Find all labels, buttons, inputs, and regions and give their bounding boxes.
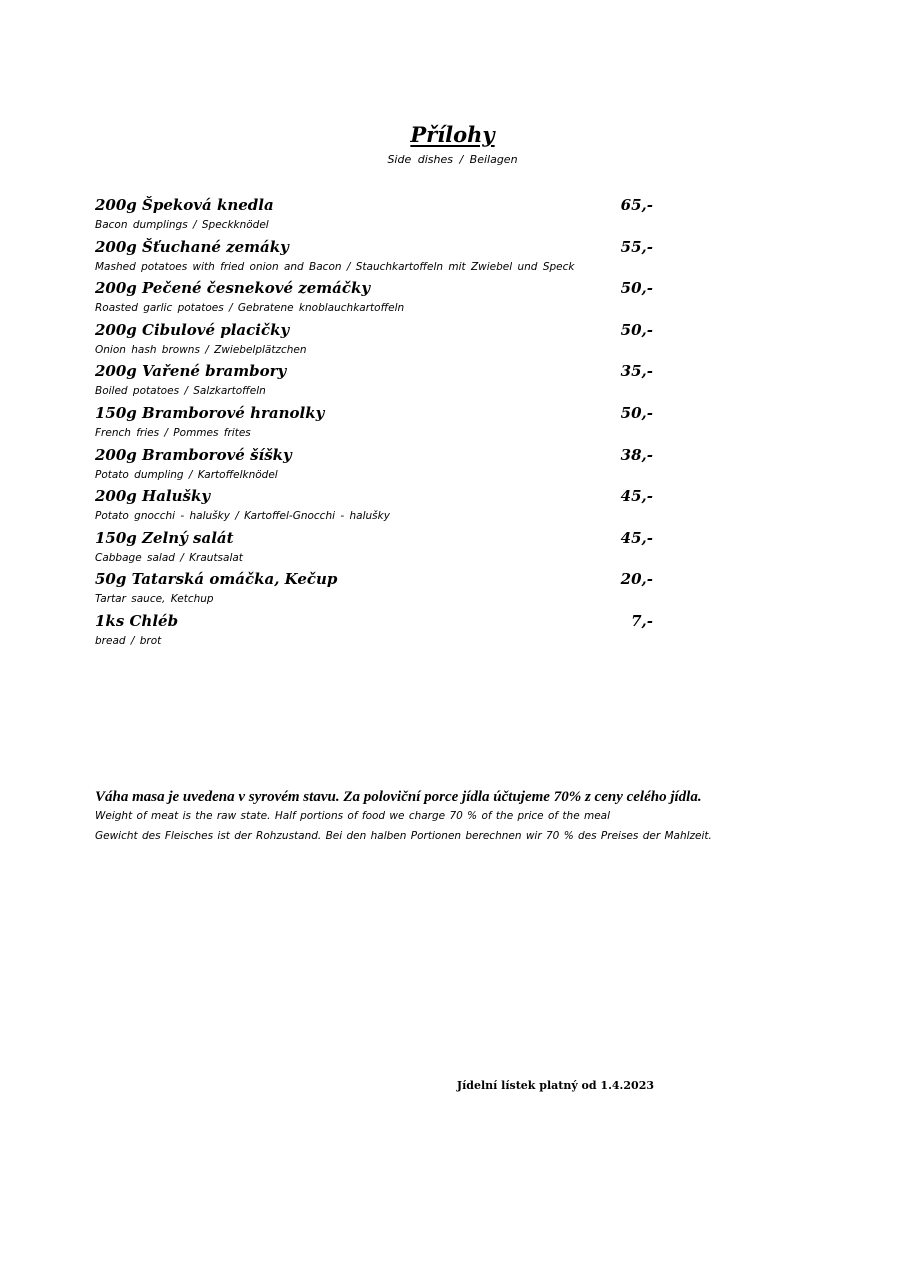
item-price: 45,- [620, 528, 653, 547]
note-english: Weight of meat is the raw state. Half portions of food we charge 70 % of the price of the meal [95, 810, 611, 822]
page-title: Přílohy [410, 122, 495, 147]
item-name: 200g Pečené česnekové zemáčky [95, 279, 371, 298]
item-price: 45,- [620, 487, 653, 506]
item-translation: Mashed potatoes with fried onion and Bacon / Stauchkartoffeln mit Zwiebel und Speck [95, 260, 575, 273]
item-name: 50g Tatarská omáčka, Kečup [95, 570, 338, 589]
note-german: Gewicht des Fleisches ist der Rohzustand. Bei den halben Portionen berechnen wir 70 % des Preises der Mahlzeit. [95, 830, 712, 842]
menu-item [95, 570, 655, 612]
item-name: 150g Bramborové hranolky [95, 403, 325, 422]
menu-item [95, 404, 655, 446]
menu-item [95, 321, 655, 363]
item-translation: Bacon dumplings / Speckknödel [95, 219, 269, 231]
menu-item [95, 196, 655, 238]
item-price: 50,- [620, 403, 653, 422]
item-translation: French fries / Pommes frites [95, 426, 251, 439]
page-subtitle: Side dishes / Beilagen [387, 153, 518, 166]
item-translation: Potato gnocchi - halušky / Kartoffel-Gnocchi - halušky [95, 510, 390, 523]
menu-item [95, 529, 655, 571]
item-name: 200g Bramborové šíšky [95, 445, 292, 464]
side-dish-list [95, 196, 655, 654]
item-price: 7,- [631, 611, 653, 630]
item-translation: bread / brot [95, 634, 162, 647]
item-price: 35,- [620, 362, 653, 381]
item-name: 200g Cibulové placičky [95, 320, 290, 339]
menu-item [95, 446, 655, 488]
menu-item [95, 238, 655, 280]
menu-item [95, 487, 655, 529]
item-name: 200g Šťuchané zemáky [95, 237, 289, 256]
item-name: 1ks Chléb [95, 611, 179, 630]
item-translation: Boiled potatoes / Salzkartoffeln [95, 385, 266, 398]
menu-item [95, 612, 655, 654]
item-translation: Onion hash browns / Zwiebelplätzchen [95, 343, 307, 356]
menu-item [95, 279, 655, 321]
menu-item [95, 362, 655, 404]
item-translation: Tartar sauce, Ketchup [95, 593, 214, 606]
item-price: 65,- [620, 196, 653, 214]
item-translation: Potato dumpling / Kartoffelknödel [95, 468, 278, 481]
item-name: 200g Vařené brambory [95, 362, 287, 381]
item-name: 150g Zelný salát [95, 528, 234, 547]
item-name: 200g Špeková knedla [95, 196, 274, 214]
item-price: 20,- [620, 570, 653, 589]
item-price: 55,- [620, 237, 653, 256]
menu-validity-date: Jídelní lístek platný od 1.4.2023 [456, 1079, 654, 1092]
note-czech: Váha masa je uvedena v syrovém stavu. Za poloviční porce jídla účtujeme 70% z ceny celého jídla. [95, 789, 702, 805]
item-translation: Cabbage salad / Krautsalat [95, 551, 243, 564]
item-name: 200g Halušky [95, 487, 211, 506]
item-translation: Roasted garlic potatoes / Gebratene knoblauchkartoffeln [95, 302, 405, 315]
item-price: 50,- [620, 320, 653, 339]
item-price: 50,- [620, 279, 653, 298]
item-price: 38,- [620, 445, 653, 464]
